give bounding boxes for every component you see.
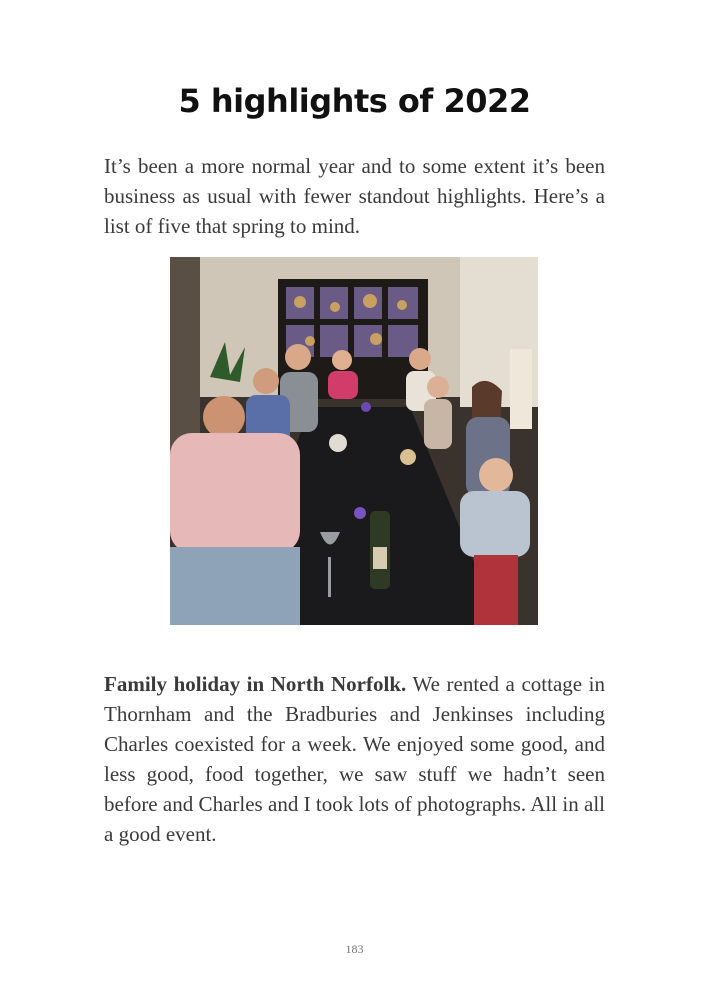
family-dinner-photo [170,257,538,625]
intro-paragraph: It’s been a more normal year and to some extent it’s been business as usual with fewer standout highlights. Here’s a list of five that spring to mind. [104,154,605,238]
highlight-lead: Family holiday in North Norfolk. [104,672,407,696]
page-number: 183 [345,942,364,956]
highlight-paragraph [104,669,605,849]
highlight-text: We rented a cottage in Thornham and the Bradburies and Jenkinses including Charles coexisted for a week. We enjoyed some good, and less good, food together, we saw stuff we hadn’t seen before and Charles and I took lots of photographs. All in all a good event. [104,672,606,846]
page-title: 5 highlights of 2022 [178,82,531,120]
